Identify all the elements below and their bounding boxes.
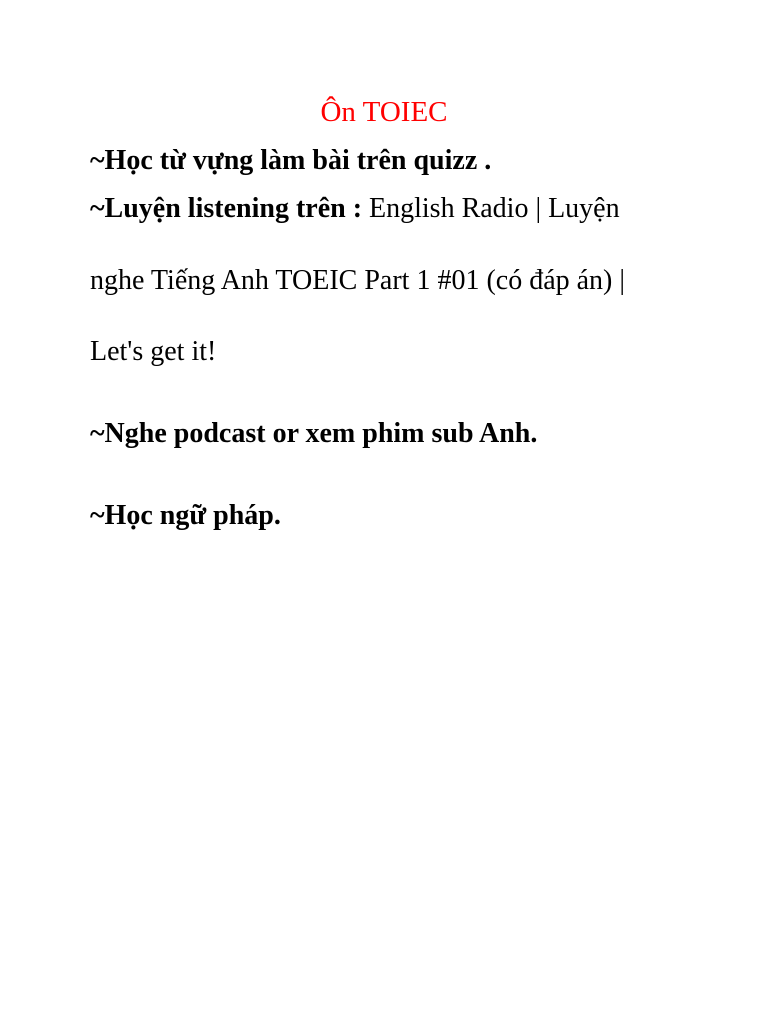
line-vocabulary — [90, 141, 491, 181]
line-listening-link-text: English Radio | Luyện — [369, 193, 620, 224]
line-lets-get-it-text: Let's get it! — [90, 336, 217, 367]
line-podcast-text: ~Nghe podcast or xem phim sub Anh. — [90, 418, 538, 449]
document-title: Ôn TOIEC — [320, 96, 448, 128]
line-lets-get-it — [90, 332, 216, 372]
line-vocabulary-text: ~Học từ vựng làm bài trên quizz . — [90, 145, 492, 176]
line-listening-continued-text: nghe Tiếng Anh TOEIC Part 1 #01 (có đáp án) | — [90, 265, 625, 296]
line-listening-label: ~Luyện listening trên : — [90, 193, 370, 224]
line-podcast — [90, 414, 537, 454]
line-grammar — [90, 496, 281, 536]
line-grammar-text: ~Học ngữ pháp. — [90, 500, 281, 531]
line-listening — [90, 189, 620, 229]
line-listening-continued — [90, 261, 625, 301]
